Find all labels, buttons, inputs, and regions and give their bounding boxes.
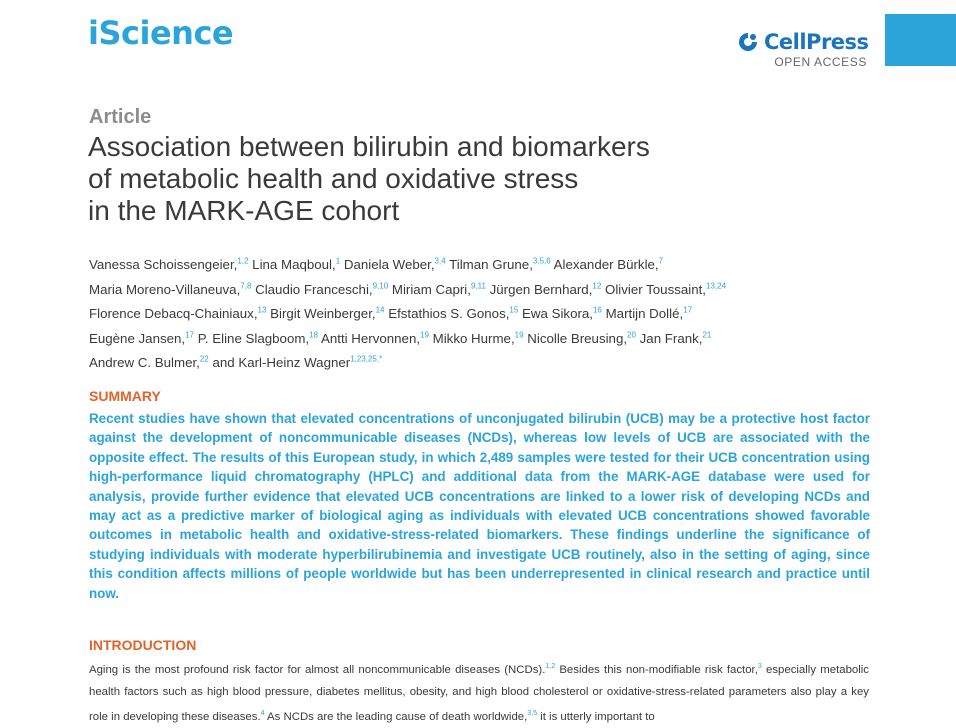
author[interactable]: Florence Debacq-Chainiaux,$^{13}$ [89,305,267,322]
author[interactable]: Nicolle Breusing,$^{20}$ [527,330,636,346]
publisher-name: CellPress [764,30,869,54]
cellpress-mark-icon [737,31,759,53]
summary-text: Recent studies have shown that elevated concentrations of unconjugated bilirubin (UCB) may be a protective host factor against the development of noncommunicable diseases (NCDs), whereas low levels of UCB are associated with the opposite effect. The results of this European study, in which 2,489 samples were tested for their UCB concentration using high-performance liquid chromatography (HPLC) and additional data from the MARK-AGE database were used for analysis, provide further evidence that elevated UCB concentrations are linked to a lower risk of developing NCDs and may act as a predictive marker of biological aging as individuals with elevated UCB concentrations showed favorable outcomes in metabolic health and oxidative-stress-related biomarkers. These findings underline the significance of studying individuals with moderate hyperbilirubinemia and investigate UCB routinely, also in the setting of aging, since this condition affects millions of people worldwide but has been underrepresented in clinical research and practice until now. [89,411,870,601]
introduction-heading: INTRODUCTION [89,637,197,653]
title-line: Association between bilirubin and biomarkers [88,131,650,162]
open-access-label: OPEN ACCESS [774,55,867,69]
citation-ref[interactable]: 1,2 [545,663,556,670]
author[interactable]: Andrew C. Bulmer,$^{22}$ [89,354,209,371]
author[interactable]: Vanessa Schoissengeier,$^{1,2}$ [89,257,249,273]
title-line: in the MARK-AGE cohort [88,195,400,226]
author[interactable]: and Karl-Heinz Wagner$^{1,23,25,*}$ [212,354,383,371]
author[interactable]: Daniela Weber,$^{3,4}$ [343,257,446,273]
author[interactable]: Miriam Capri,$^{9,11}$ [391,281,486,297]
article-title [88,131,788,227]
author[interactable]: Jürgen Bernhard,$^{12}$ [489,281,602,297]
author[interactable]: P. Eline Slagboom,$^{18}$ [197,330,319,346]
header-accent-tab [885,14,956,66]
author[interactable]: Martijn Dollé,$^{17}$ [605,305,693,322]
citation-ref[interactable]: 3 [757,663,762,670]
author[interactable]: Alexander Bürkle,$^7$ [553,257,664,273]
author[interactable]: Maria Moreno-Villaneuva,$^{7,8}$ [89,281,252,297]
author[interactable]: Tilman Grune,$^{3,5,6}$ [449,257,551,273]
summary-heading: SUMMARY [89,388,161,404]
author[interactable]: Ewa Sikora,$^{16}$ [522,305,602,322]
author[interactable]: Claudio Franceschi,$^{9,10}$ [255,281,389,297]
citation-ref[interactable]: 3,5 [527,709,538,717]
title-line: of metabolic health and oxidative stress [88,163,579,194]
article-type-label: Article [89,106,152,128]
journal-logo: iScience [88,14,234,52]
author[interactable]: Efstathios S. Gonos,$^{15}$ [388,305,519,322]
author[interactable]: Eugène Jansen,$^{17}$ [89,330,195,346]
introduction-text: Aging is the most profound risk factor for almost all noncommunicable diseases (NCDs).$^{1,2}$ Besides this non-modifiable risk factor,$^3$ especially metabolic health factors such as high blood pressure, diabetes mellitus, obesity, and high blood cholesterol or oxidative-stress-related parameters also play a key role in developing these diseases.$^4$ As NCDs are the leading cause of death worldwide,$^{3,5}$ it is utterly important to [89,663,869,723]
cellpress-logo [737,30,869,69]
author[interactable]: Olivier Toussaint,$^{13,24}$ [605,281,727,297]
author[interactable]: Jan Frank,$^{21}$ [639,330,712,346]
author[interactable]: Birgit Weinberger,$^{14}$ [270,305,385,322]
author-list [89,251,879,373]
author[interactable]: Antti Hervonnen,$^{19}$ [320,330,429,346]
author[interactable]: Lina Maqboul,$^1$ [252,257,341,273]
citation-ref[interactable]: 4 [260,709,265,717]
author[interactable]: Mikko Hurme,$^{19}$ [432,330,524,346]
